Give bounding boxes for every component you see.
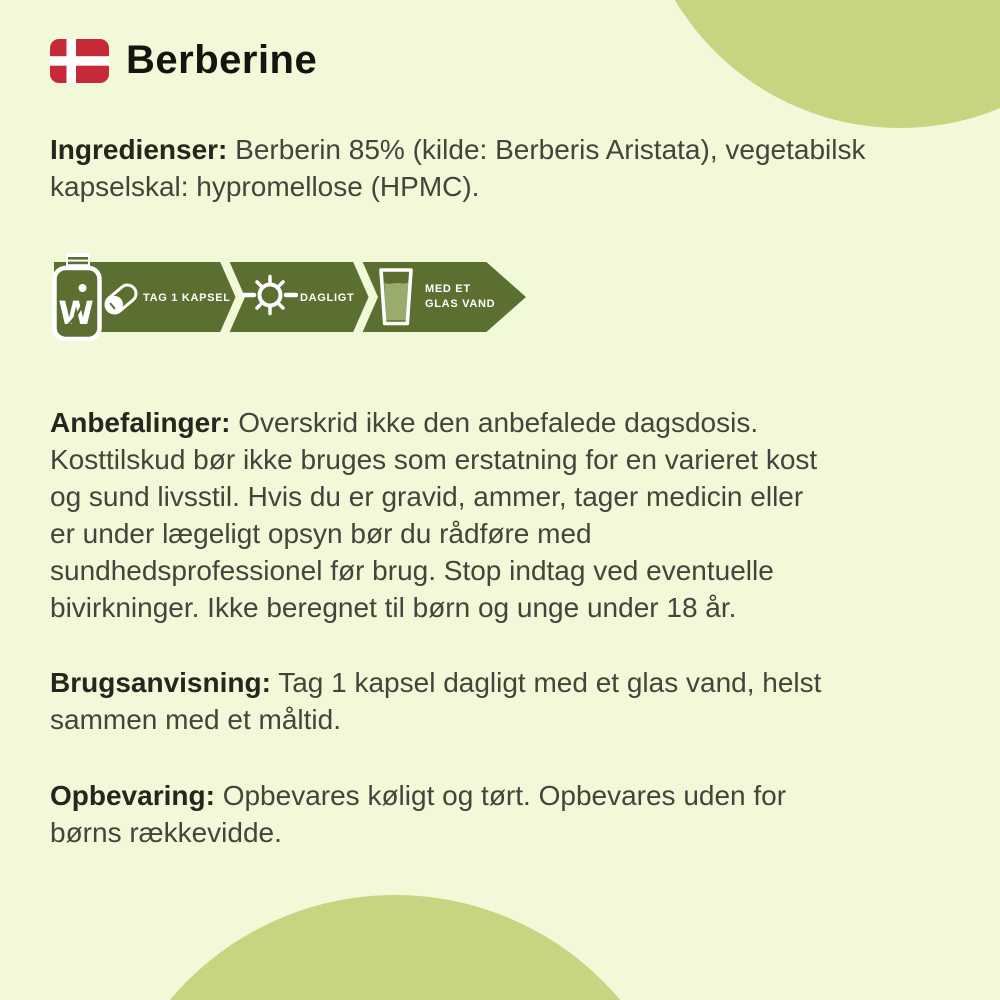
section-anbefalinger-label: Anbefalinger: xyxy=(50,407,231,438)
text-line: kapselskal: hypromellose (HPMC). xyxy=(50,171,480,202)
text-line: Kosttilskud bør ikke bruges som erstatning for en varieret kost xyxy=(50,444,818,475)
product-title: Berberine xyxy=(126,38,318,82)
section-opbevaring xyxy=(50,777,962,851)
text-line: børns rækkevidde. xyxy=(50,817,282,848)
glass-of-water-icon xyxy=(376,267,416,327)
banner-step-label: TAG 1 KAPSEL xyxy=(143,292,231,304)
text-line: Tag 1 kapsel dagligt med et glas vand, helst xyxy=(278,667,822,698)
section-anbefalinger xyxy=(50,404,962,626)
text-line: Overskrid ikke den anbefalede dagsdosis. xyxy=(238,407,759,438)
capsule-icon xyxy=(99,277,143,321)
section-brugsanvisning-label: Brugsanvisning: xyxy=(50,667,271,698)
text-line: bivirkninger. Ikke beregnet til børn og unge under 18 år. xyxy=(50,592,737,623)
text-line: Berberin 85% (kilde: Berberis Aristata), vegetabilsk xyxy=(235,134,866,165)
text-line: sundhedsprofessionel før brug. Stop indtag ved eventuelle xyxy=(50,555,774,586)
section-opbevaring-label: Opbevaring: xyxy=(50,780,215,811)
text-line: sammen med et måltid. xyxy=(50,704,341,735)
text-line: er under lægeligt opsyn bør du rådføre med xyxy=(50,518,592,549)
supplement-bottle-icon xyxy=(50,251,104,343)
section-ingredienser xyxy=(50,131,962,205)
text-line: og sund livsstil. Hvis du er gravid, ammer, tager medicin eller xyxy=(50,481,804,512)
header xyxy=(50,38,317,83)
banner-step-label: MED ET GLAS VAND xyxy=(425,283,496,310)
danish-flag-icon xyxy=(50,39,109,83)
sun-icon xyxy=(242,273,298,317)
section-brugsanvisning xyxy=(50,664,962,738)
text-line: Opbevares køligt og tørt. Opbevares uden for xyxy=(222,780,787,811)
svg-text:W: W xyxy=(58,294,94,332)
banner-step-label: DAGLIGT xyxy=(300,292,355,304)
section-ingredienser-label: Ingredienser: xyxy=(50,134,228,165)
usage-banner xyxy=(48,250,588,346)
